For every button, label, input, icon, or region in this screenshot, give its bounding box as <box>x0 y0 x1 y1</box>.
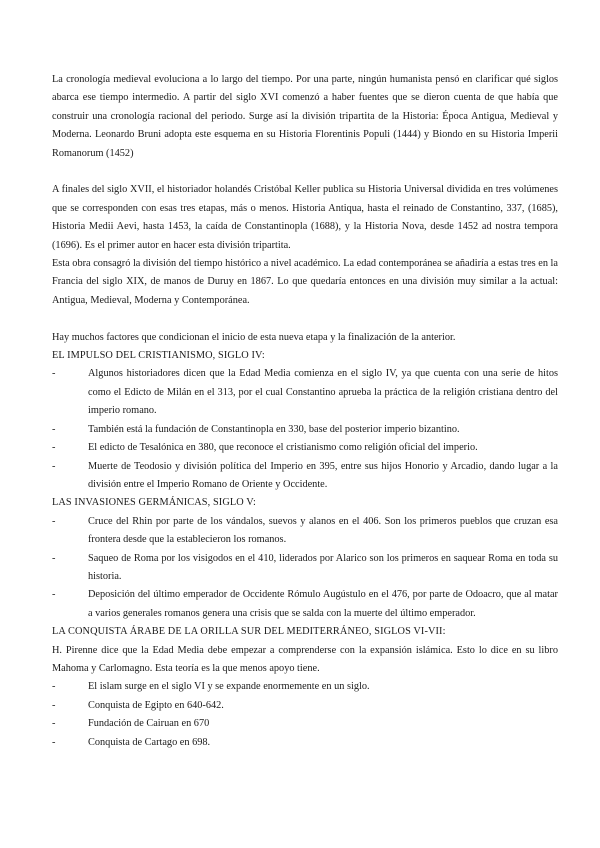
bullet-dash: - <box>52 718 56 730</box>
paragraph-gap <box>52 163 558 181</box>
list-item-text: Cruce del Rhin por parte de los vándalos, suevos y alanos en el 406. Son los primeros pueblos que cruzan esa frontera desde que la establecieron los romanos. <box>88 515 558 546</box>
section-heading-invasiones: LAS INVASIONES GERMÁNICAS, SIGLO V: <box>52 497 257 509</box>
paragraph-keller: A finales del siglo XVII, el historiador holandés Cristóbal Keller publica su Historia Universal dividida en tres volúmenes que se corresponden con esas tres etapas, más o menos. Historia Antiqua, hasta el reinado de Constantino, 337, (1685), Historia Medii Aevi, hasta 1453, la caída de Constantinopla (1688), y la Historia Nova, desde 1452 ad nostra tempora (1696). Es el primer autor en hacer esta división tripartita. <box>52 184 558 251</box>
list-item-text: Muerte de Teodosio y división política del Imperio en 395, entre sus hijos Honorio y Arcadio, dando lugar a la división entre el Imperio Romano de Oriente y Occidente. <box>88 460 558 490</box>
paragraph-gap <box>52 310 558 328</box>
paragraph-pirenne: H. Pirenne dice que la Edad Media debe empezar a comprenderse con la expansión islámica. Esto lo dice en su libro Mahoma y Carlomagno. Esta teoría es la que menos apoyo tiene. <box>52 644 558 674</box>
bullet-dash: - <box>52 515 56 527</box>
document-page <box>52 71 558 752</box>
list-item-text: Saqueo de Roma por los visigodos en el 410, liderados por Alarico son los primeros en saquear Roma en toda su historia. <box>88 552 558 582</box>
paragraph-cronologia: La cronología medieval evoluciona a lo largo del tiempo. Por una parte, ningún humanista pensó en clarificar qué siglos abarca ese tiempo intermedio. A partir del siglo XVI comenzó a haber fuentes que se dieron cuenta de que había que construir una cronología racional del periodo. Surge así la división tripartita de la Historia: Época Antigua, Medieval y Moderna. Leonardo Bruni adopta este esquema en su Historia Florentinis Populi (1444) y Biondo en su Historia Imperii Romanorum (1452) <box>52 74 558 159</box>
list-item <box>52 550 558 587</box>
list-item <box>52 586 558 623</box>
bullet-dash: - <box>52 368 56 380</box>
list-item <box>52 439 558 457</box>
list-item-text: Fundación de Cairuan en 670 <box>88 718 210 730</box>
list-item <box>52 715 558 733</box>
list-item-text: El edicto de Tesalónica en 380, que reconoce el cristianismo como religión oficial del imperio. <box>88 442 478 454</box>
section-heading-conquista-arabe: LA CONQUISTA ÁRABE DE LA ORILLA SUR DEL MEDITERRÁNEO, SIGLOS VI-VII: <box>52 626 446 638</box>
list-item <box>52 513 558 550</box>
list-item-text: El islam surge en el siglo VI y se expande enormemente en un siglo. <box>88 681 370 693</box>
list-item <box>52 458 558 495</box>
list-item <box>52 421 558 439</box>
list-item <box>52 678 558 696</box>
list-item <box>52 734 558 752</box>
list-item <box>52 365 558 420</box>
list-item-text: Conquista de Cartago en 698. <box>88 736 211 748</box>
bullet-dash: - <box>52 736 56 748</box>
bullet-dash: - <box>52 442 56 454</box>
bullet-dash: - <box>52 589 56 601</box>
list-item-text: Conquista de Egipto en 640-642. <box>88 699 224 711</box>
bullet-dash: - <box>52 423 56 435</box>
bullet-dash: - <box>52 681 56 693</box>
list-item-text: También está la fundación de Constantinopla en 330, base del posterior imperio bizantino. <box>88 423 460 435</box>
list-item-text: Algunos historiadores dicen que la Edad Media comienza en el siglo IV, ya que cuenta con una serie de hitos como el Edicto de Milán en el 313, por el cual Constantino aprueba la práctica de la religión cristiana dentro del imperio romano. <box>88 368 558 417</box>
paragraph-factores: Hay muchos factores que condicionan el inicio de esta nueva etapa y la finalización de la anterior. <box>52 331 456 343</box>
list-item-text: Deposición del último emperador de Occidente Rómulo Augústulo en el 476, por parte de Odoacro, que al matar a varios generales romanos genera una crisis que se salda con la muerte del último emperador. <box>88 589 558 619</box>
bullet-dash: - <box>52 699 56 711</box>
list-item <box>52 697 558 715</box>
bullet-dash: - <box>52 552 56 564</box>
bullet-dash: - <box>52 460 56 472</box>
paragraph-consagracion: Esta obra consagró la división del tiempo histórico a nivel académico. La edad contemporánea se añadiría a estas tres en la Francia del siglo XIX, de manos de Duruy en 1867. Lo que quedaría entonces en una división muy similar a la actual: Antigua, Medieval, Moderna y Contemporánea. <box>52 258 558 306</box>
section-heading-cristianismo: EL IMPULSO DEL CRISTIANISMO, SIGLO IV: <box>52 350 265 362</box>
